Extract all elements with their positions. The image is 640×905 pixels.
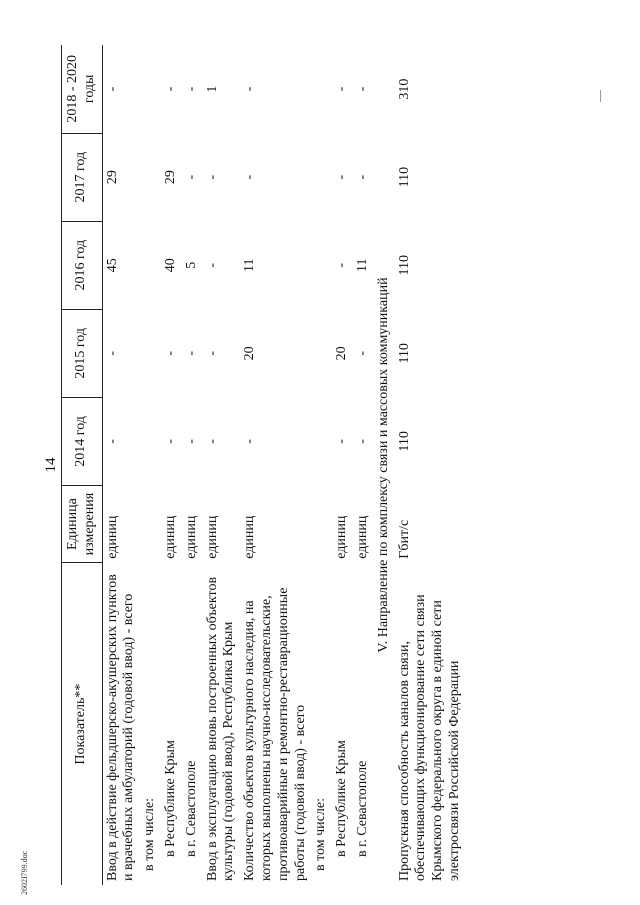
value-cell: 11 (354, 258, 370, 272)
value-cell: - (204, 174, 220, 180)
value-cell: 110 (396, 166, 412, 188)
value-cell: - (162, 439, 178, 444)
value-cell (140, 45, 161, 133)
value-cell (140, 309, 161, 397)
value-cell: - (354, 174, 370, 180)
value-cell (311, 221, 332, 309)
unit-cell: единиц (183, 515, 199, 559)
header-unit: Единица измерения (62, 485, 103, 562)
value-cell (140, 221, 161, 309)
value-cell: - (183, 174, 199, 180)
section-row (374, 45, 395, 885)
value-cell: 5 (183, 261, 199, 269)
value-cell: 20 (242, 346, 258, 361)
page-number: 14 (43, 457, 59, 473)
value-cell: - (104, 86, 120, 92)
unit-cell: единиц (104, 515, 120, 559)
value-cell: - (334, 86, 350, 92)
table-row (311, 45, 332, 885)
value-cell: - (354, 86, 370, 92)
value-cell: - (183, 439, 199, 444)
value-cell: 310 (396, 78, 412, 100)
header-2014: 2014 год (62, 397, 103, 485)
indicator-cell: в Республике Крым (162, 740, 178, 857)
unit-cell: Гбит/с (396, 519, 412, 559)
value-cell: - (104, 439, 120, 444)
value-cell: - (183, 86, 199, 92)
value-cell: - (242, 86, 258, 92)
header-2017: 2017 год (62, 133, 103, 221)
value-cell: - (334, 262, 350, 268)
value-cell (311, 309, 332, 397)
header-indicator: Показатель** (62, 563, 103, 885)
unit-cell: единиц (242, 515, 258, 559)
table-header-row (62, 45, 103, 885)
unit-cell (140, 485, 161, 562)
value-cell: 110 (396, 431, 412, 452)
value-cell: - (204, 439, 220, 444)
unit-cell: единиц (204, 515, 220, 559)
rotated-page (35, 35, 605, 895)
value-cell: - (162, 86, 178, 92)
value-cell: - (204, 350, 220, 356)
value-cell: 110 (396, 343, 412, 364)
table-row (161, 45, 182, 885)
value-cell: - (104, 350, 120, 356)
indicator-cell: в том числе: (142, 798, 158, 871)
value-cell (140, 133, 161, 221)
header-2018-2020: 2018 - 2020 годы (62, 45, 103, 133)
value-cell (140, 397, 161, 485)
unit-cell: единиц (162, 515, 178, 559)
indicator-cell: Количество объектов культурного наследия, на которых выполнены научно-исследовательские, противоаварийные и ремонтно-реставрационные работы (годовой ввод) - всего (242, 587, 308, 881)
indicator-cell: в г. Севастополе (183, 760, 199, 857)
table-row (102, 45, 140, 885)
value-cell (311, 133, 332, 221)
footer-code: 2602I799.doc (20, 850, 29, 895)
value-cell: - (183, 350, 199, 356)
table-row (395, 45, 466, 885)
value-cell: - (334, 174, 350, 180)
table-row (182, 45, 203, 885)
value-cell (311, 45, 332, 133)
value-cell: - (204, 262, 220, 268)
header-2015: 2015 год (62, 309, 103, 397)
value-cell: 29 (162, 170, 178, 185)
value-cell: 20 (334, 346, 350, 361)
table-row (240, 45, 311, 885)
table-row (353, 45, 374, 885)
section-title: V. Направление по комплексу связи и массовых коммуникаций (375, 277, 391, 653)
unit-cell (311, 485, 332, 562)
table-row (203, 45, 241, 885)
unit-cell: единиц (334, 515, 350, 559)
value-cell: - (354, 439, 370, 444)
table-row (140, 45, 161, 885)
indicator-cell: Ввод в действие фельдшерско-акушерских пунктов и врачебных амбулаторий (годовой ввод) - всего (104, 574, 137, 881)
value-cell: 45 (104, 258, 120, 273)
value-cell (311, 397, 332, 485)
value-cell: - (162, 350, 178, 356)
unit-cell: единиц (354, 515, 370, 559)
value-cell: 40 (162, 258, 178, 273)
indicators-table (61, 45, 466, 885)
value-cell: - (242, 439, 258, 444)
indicator-cell: в том числе: (313, 798, 329, 871)
indicator-cell: в Республике Крым (334, 740, 350, 857)
value-cell: - (334, 439, 350, 444)
header-2016: 2016 год (62, 221, 103, 309)
value-cell: 110 (396, 254, 412, 276)
table-row (332, 45, 353, 885)
value-cell: 1 (204, 85, 220, 93)
indicator-cell: Пропускная способность каналов связи, обеспечивающих функционирование сети связи Крымского федерального округа в единой сети электросвязи Российской Федерации (396, 594, 462, 881)
indicator-cell: в г. Севастополе (354, 760, 370, 857)
value-cell: 11 (242, 258, 258, 272)
value-cell: - (242, 174, 258, 180)
value-cell: - (354, 350, 370, 356)
value-cell: 29 (104, 170, 120, 185)
indicator-cell: Ввод в эксплуатацию вновь построенных объектов культуры (годовой ввод), Республика Крым (204, 576, 237, 881)
